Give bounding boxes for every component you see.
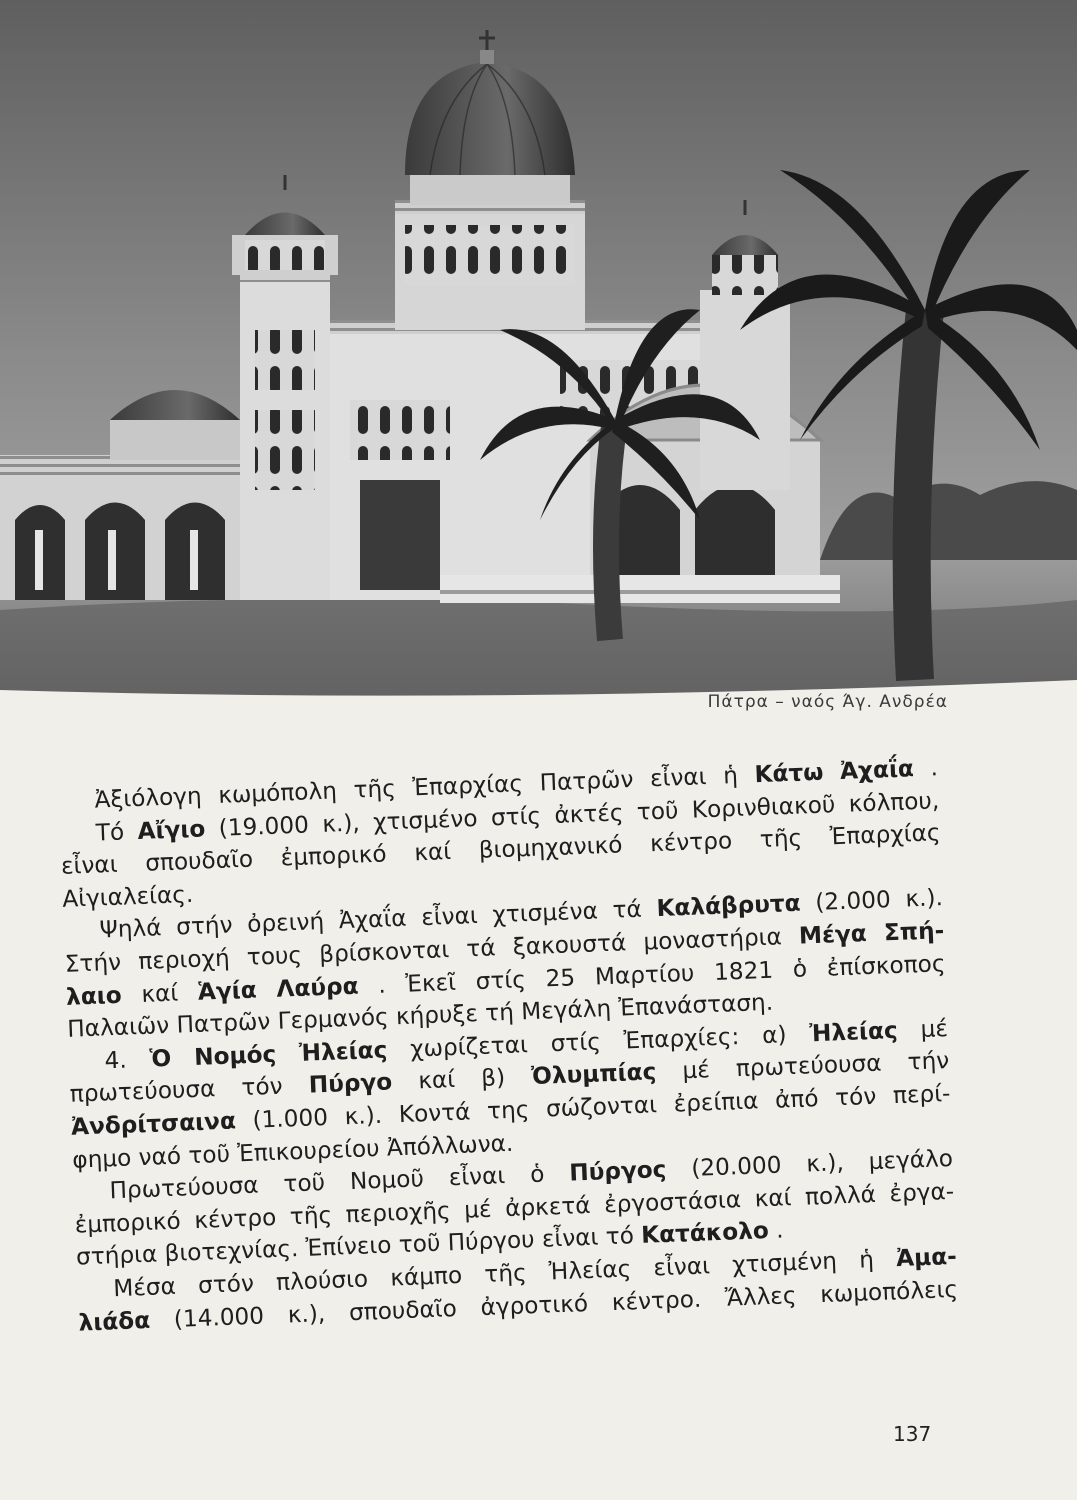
word: κωμόπολη	[217, 777, 338, 809]
cathedral-photo	[0, 0, 1077, 705]
word: κάμπο	[389, 1261, 463, 1292]
bold-word: Αἴγιο	[137, 814, 206, 845]
word: Αἰγιαλείας.	[61, 880, 194, 913]
word: τοῦ	[398, 1229, 441, 1259]
word: (19.000	[218, 811, 310, 842]
word: χτισμένο	[372, 804, 478, 836]
bold-word: Ἀμα-	[895, 1242, 958, 1273]
word: βρίσκονται	[318, 936, 450, 969]
word: σώζονται	[545, 1091, 658, 1123]
word: βιομηχανικό	[478, 831, 623, 865]
word: Ἄλλες	[724, 1281, 797, 1312]
word: 4.	[104, 1046, 128, 1075]
bold-word: Ἀνδρίτσαινα	[70, 1107, 237, 1141]
word: Ἐπικουρείου	[236, 1134, 380, 1167]
bold-word: Λαύρα	[275, 972, 359, 1003]
word: ἀγροτικό	[480, 1289, 589, 1321]
word: Ἀξιόλογη	[94, 782, 203, 814]
bold-word: Ὀλυμπίας	[530, 1058, 657, 1091]
word: Πατρῶν	[539, 765, 634, 797]
word: καί	[413, 838, 452, 867]
word: εἶναι	[448, 1162, 506, 1192]
word: τοῦ	[187, 1140, 231, 1169]
word: κ.).	[344, 1101, 383, 1131]
word: 25	[545, 963, 576, 992]
word: τῆς	[353, 775, 397, 804]
word: ἐμπορικό	[280, 840, 388, 872]
word: πλούσιο	[275, 1265, 369, 1296]
word: κωμοπόλεις	[819, 1275, 959, 1308]
word: Μεγάλη	[520, 995, 612, 1026]
bold-word: Ἠλείας	[808, 1016, 899, 1048]
word: κ.),	[287, 1299, 326, 1329]
word: τοῦ	[282, 1169, 326, 1198]
word: εἶναι	[649, 763, 708, 793]
page-number: 137	[893, 1422, 932, 1446]
word: κέντρο	[193, 1203, 277, 1234]
word: Κορινθιακοῦ	[691, 790, 836, 824]
word: καί	[417, 1066, 456, 1095]
word: πολλά	[804, 1180, 877, 1211]
word: Τό	[95, 818, 125, 847]
word: Παλαιῶν	[66, 1012, 170, 1043]
word: Μαρτίου	[594, 959, 695, 991]
word: μέ	[920, 1014, 949, 1043]
word: πρωτεύουσα	[735, 1049, 882, 1083]
word: (20.000	[690, 1151, 782, 1183]
word: Στήν	[64, 948, 122, 978]
bold-word: λιάδα	[78, 1306, 151, 1337]
bold-word: λαιο	[65, 981, 123, 1011]
word: ὀρεινή	[246, 908, 325, 939]
word: τό	[605, 1222, 635, 1251]
bold-word: Νομός	[193, 1040, 277, 1071]
bold-word: Πύργο	[308, 1068, 393, 1099]
word: χωρίζεται	[409, 1030, 529, 1063]
word: (14.000	[173, 1301, 265, 1333]
word: μέ	[681, 1056, 711, 1085]
word: Ψηλά	[99, 914, 163, 944]
word: μεγάλο	[868, 1145, 954, 1176]
word: 1821	[713, 956, 774, 986]
word: Ἀπόλλωνα.	[386, 1129, 514, 1162]
word: εἶναι	[541, 1223, 599, 1254]
word: κ.),	[321, 809, 361, 838]
bold-word: Πύργος	[568, 1156, 667, 1187]
word: τά	[612, 896, 643, 925]
word: Μέσα	[112, 1272, 177, 1303]
word: Πατρῶν	[176, 1008, 271, 1039]
bold-word: Καλάβρυτα	[656, 889, 802, 923]
word: .	[929, 754, 939, 782]
bold-word: Ἠλείας	[298, 1036, 388, 1067]
word: Ἠλείας	[548, 1255, 632, 1286]
word: Γερμανός	[277, 1003, 390, 1035]
word: περί-	[892, 1079, 951, 1110]
bold-word: Ἀχαΐα	[839, 755, 915, 785]
word: στίς	[550, 1028, 602, 1058]
bold-word: Κάτω	[754, 758, 824, 789]
word: κ.),	[805, 1149, 845, 1178]
word: Πρωτεύουσα	[109, 1171, 260, 1205]
word: χτισμένα	[491, 897, 599, 929]
word: α)	[761, 1020, 788, 1049]
word: Ἐκεῖ	[404, 968, 457, 998]
word: εἶναι	[60, 850, 119, 881]
word: στόν	[197, 1269, 255, 1299]
bold-word: Μέγα	[798, 920, 868, 950]
word: Ἐπαρχίας	[829, 819, 941, 851]
word: ἡ	[858, 1245, 875, 1274]
word: .	[775, 1216, 785, 1245]
word: περιοχῆς	[345, 1196, 452, 1228]
word: ἐμπορικό	[74, 1207, 182, 1239]
word: ἐργα-	[888, 1177, 955, 1208]
word: στήν	[175, 911, 234, 941]
word: Ἐπίνειο	[305, 1231, 392, 1263]
word: τήν	[907, 1047, 950, 1076]
word: καί	[140, 979, 179, 1008]
word: (1.000	[252, 1103, 329, 1134]
word: τόν	[241, 1072, 284, 1102]
word: Ἐπαρχίας	[411, 770, 524, 802]
word: ὁ	[792, 954, 808, 983]
word: κέντρο	[649, 827, 733, 858]
word: Νομοῦ	[349, 1165, 425, 1196]
bold-word: Ἁγία	[197, 976, 258, 1006]
word: στίς	[490, 802, 542, 831]
word: καί	[754, 1183, 792, 1213]
word: (2.000	[814, 886, 892, 917]
word: β)	[480, 1064, 506, 1093]
word: Κοντά	[398, 1098, 471, 1129]
word: ξακουστά	[512, 929, 627, 961]
word: τῆς	[483, 1259, 528, 1288]
word: κέντρο.	[611, 1285, 702, 1316]
word: ἀκτές	[553, 798, 624, 829]
word: χτισμένη	[731, 1247, 838, 1279]
word: τους	[246, 941, 303, 971]
word: Ἐπαρχίες:	[623, 1022, 740, 1055]
bold-word: Σπή-	[883, 917, 945, 947]
word: τοῦ	[636, 796, 679, 826]
word: τά	[465, 934, 497, 963]
bold-word: Κατάκολο	[640, 1217, 770, 1250]
word: βιοτεχνίας.	[164, 1235, 299, 1268]
word: εἶναι	[420, 902, 479, 932]
word: σπουδαῖο	[144, 845, 254, 877]
body-text	[58, 752, 959, 1339]
word: ἐρείπια	[673, 1087, 759, 1118]
word: ἀρκετά	[504, 1191, 592, 1222]
word: ὁ	[529, 1160, 545, 1189]
photo-caption: Πάτρα – ναός Άγ. Ανδρέα	[707, 692, 948, 712]
word: τόν	[834, 1082, 877, 1112]
word: Ἐπανάσταση.	[617, 988, 774, 1022]
word: ἐργοστάσια	[603, 1185, 742, 1219]
word: εἶναι	[652, 1252, 711, 1282]
word: στήρια	[75, 1240, 158, 1271]
word: μοναστήρια	[642, 923, 783, 956]
word: .	[377, 971, 387, 999]
word: Ἀχαΐα	[338, 905, 408, 935]
word: σπουδαῖο	[348, 1294, 458, 1326]
word: Πύργου	[447, 1226, 536, 1257]
word: περιοχή	[137, 944, 231, 976]
word: φημο	[71, 1144, 132, 1174]
word: πρωτεύουσα	[69, 1075, 216, 1109]
word: κ.).	[904, 884, 944, 913]
word: τῆς	[759, 824, 803, 854]
word: τῆς	[289, 1201, 333, 1231]
word: στίς	[475, 965, 527, 995]
word: της	[486, 1096, 530, 1125]
word: κόλπου,	[848, 786, 940, 818]
word: ἐπίσκοπος	[826, 949, 946, 982]
bold-word: Ὁ	[149, 1044, 172, 1073]
word: ἀπό	[774, 1084, 819, 1114]
word: ἡ	[722, 761, 739, 790]
word: τή	[484, 998, 515, 1027]
word: μέ	[463, 1195, 493, 1224]
word: κήρυξε	[395, 1000, 479, 1031]
word: ναό	[138, 1142, 182, 1171]
